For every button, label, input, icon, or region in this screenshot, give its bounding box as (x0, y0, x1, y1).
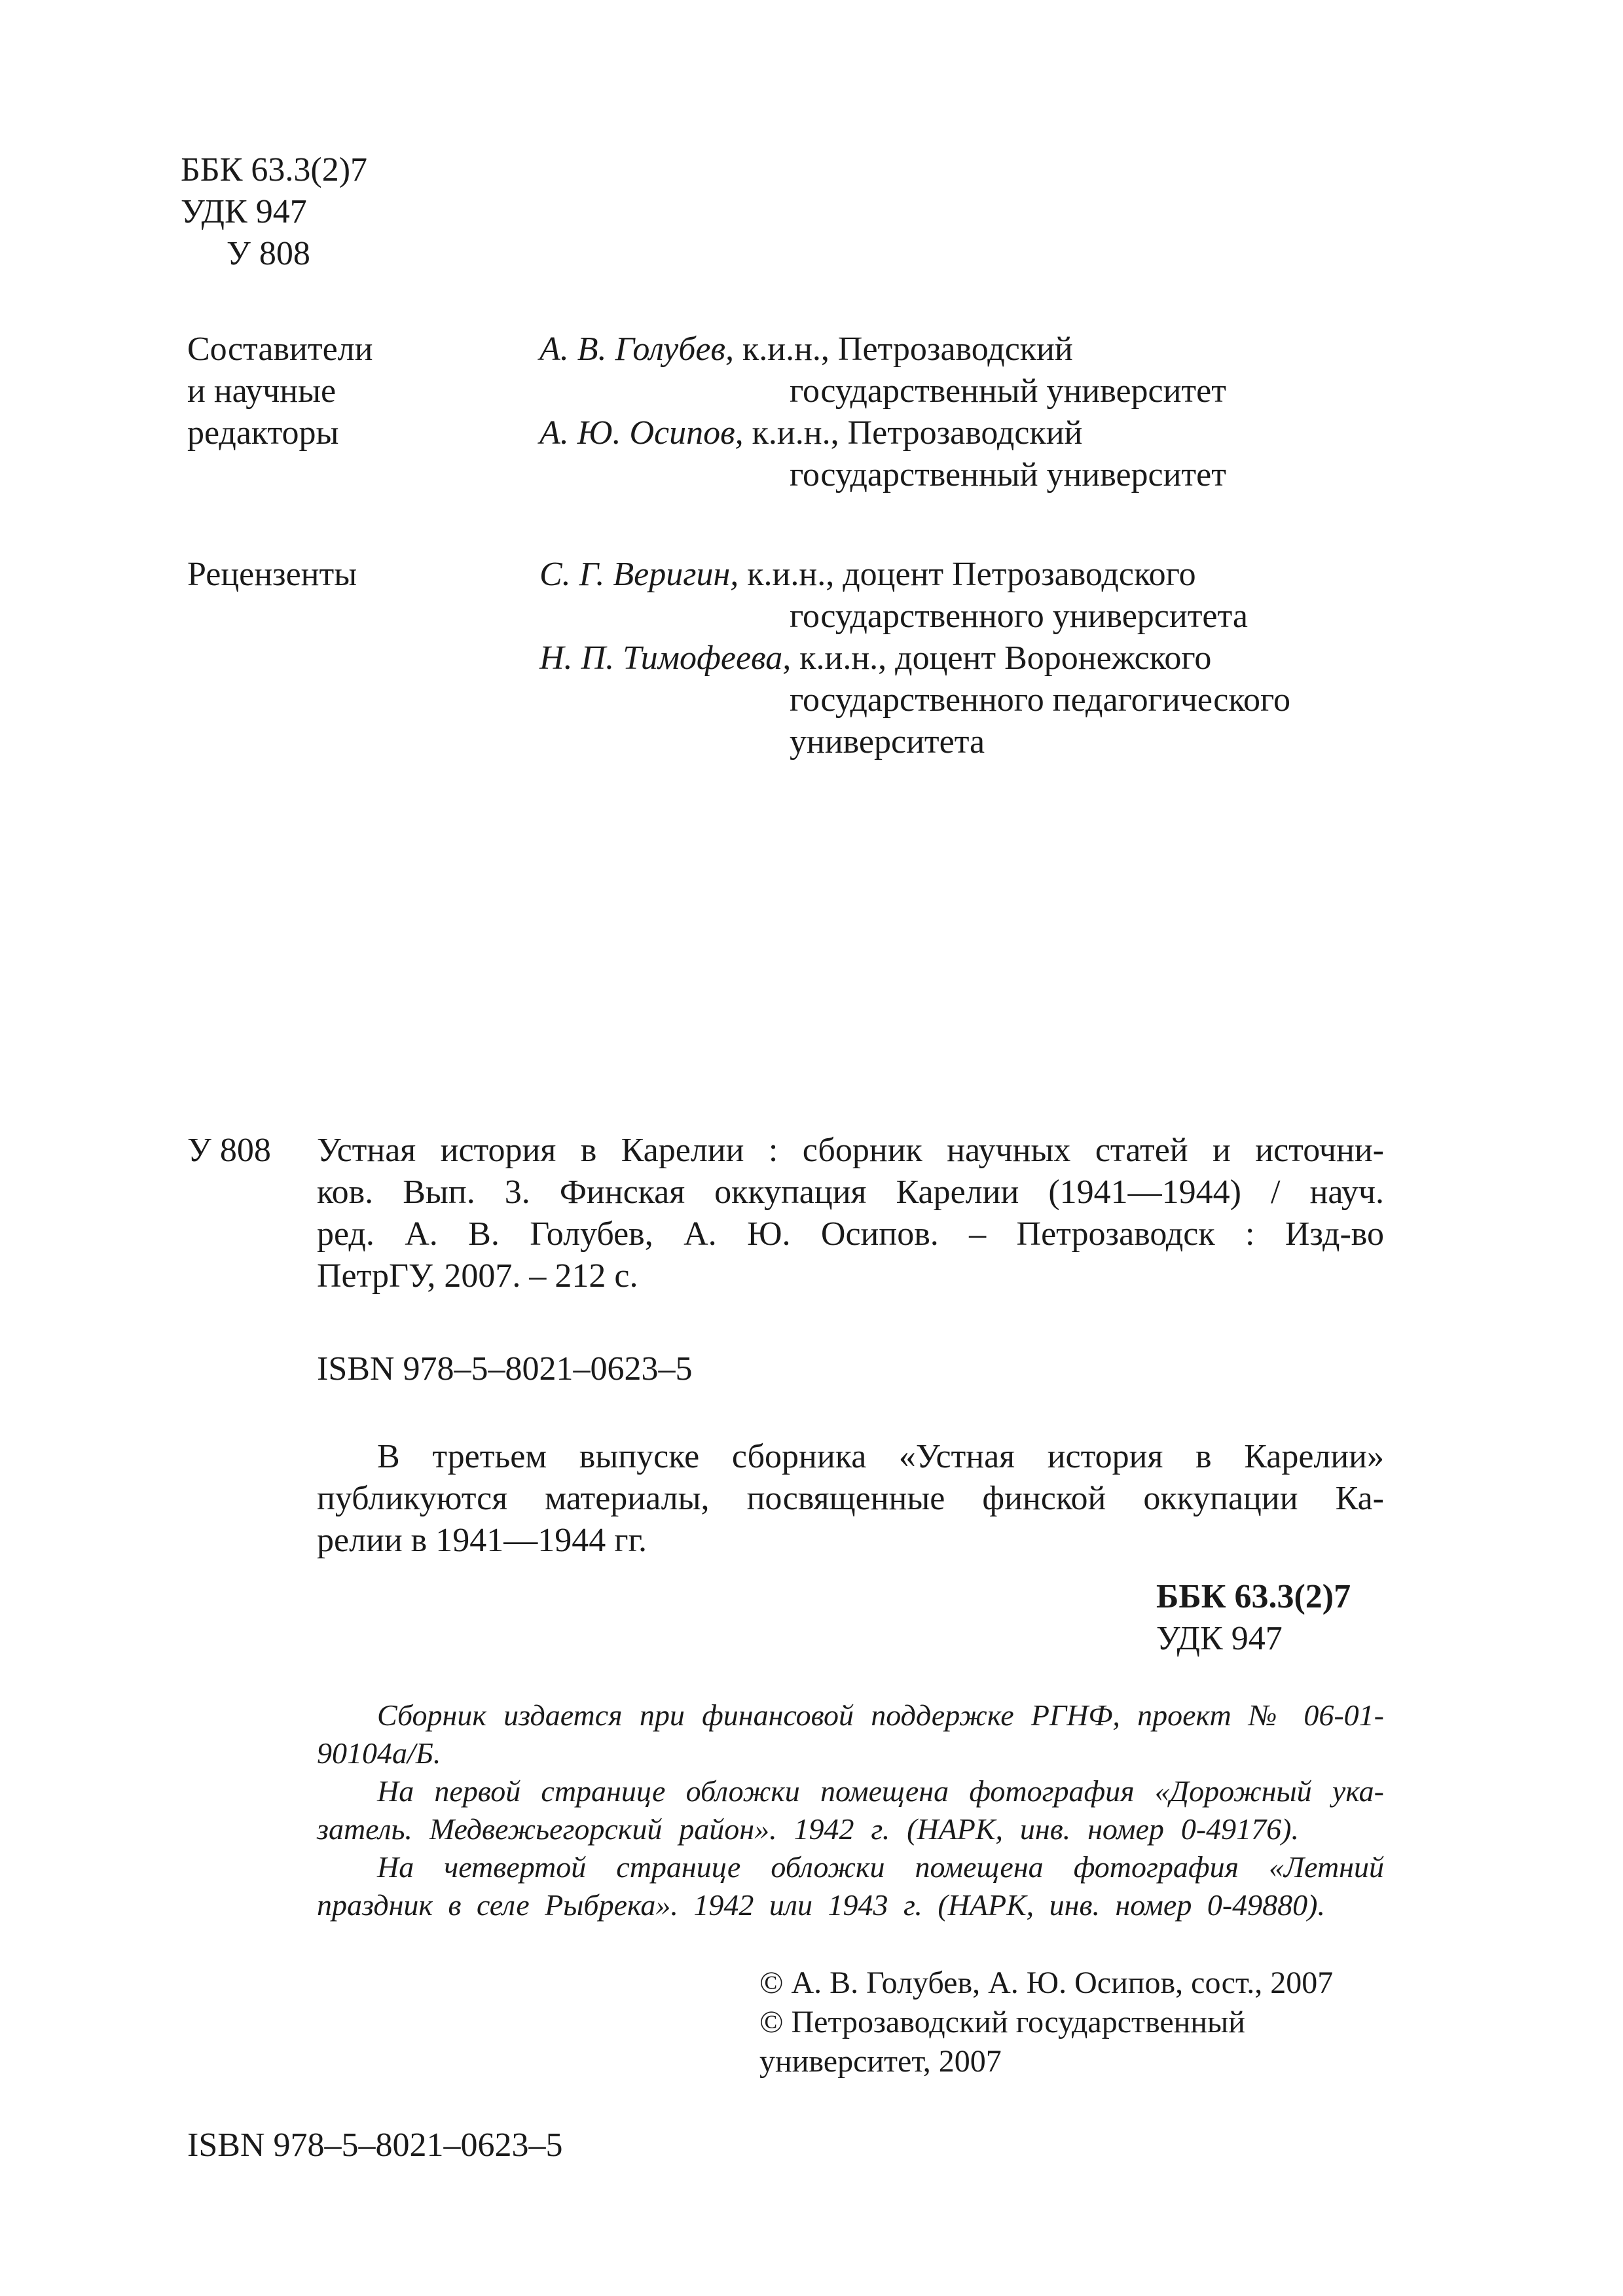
author-sign: У 808 (227, 235, 310, 272)
note-line-2: 90104а/Б. (317, 1736, 441, 1770)
reviewer-2-affiliation-2: университета (790, 723, 985, 761)
reviewer-1-affiliation: государственного университета (790, 598, 1248, 635)
note-line-4: затель. Медвежьегорский район». 1942 г. (НАРК, инв. номер 0-49176). (317, 1812, 1299, 1846)
udk-code: УДК 947 (181, 193, 307, 230)
compiler-2-affiliation: государственный университет (790, 456, 1226, 493)
record-line-4: ПетрГУ, 2007. – 212 с. (317, 1257, 638, 1295)
compilers-label-1: Составители (187, 331, 373, 368)
compilers-label-3: редакторы (187, 414, 339, 452)
compiler-2 (539, 412, 1082, 454)
compiler-1-affiliation: государственный университет (790, 372, 1226, 410)
reviewer-2-title: к.и.н., доцент Воронежского (791, 639, 1212, 677)
record-line-1: Устная история в Карелии : сборник научных статей и источни- (317, 1132, 1384, 1169)
annotation-line-2: публикуются материалы, посвященные финской оккупации Ка- (317, 1480, 1384, 1517)
reviewer-2-affiliation-1: государственного педагогического (790, 681, 1291, 719)
copyright-line-2: © Петрозаводский государственный (759, 2005, 1245, 2039)
annotation-line-1: В третьем выпуске сборника «Устная история в Карелии» (377, 1438, 1384, 1475)
note-line-3: На первой странице обложки помещена фотография «Дорожный ука- (377, 1774, 1384, 1808)
record-line-3: ред. А. В. Голубев, А. Ю. Осипов. – Петрозаводск : Изд-во (317, 1215, 1384, 1253)
footer-isbn: ISBN 978–5–8021–0623–5 (187, 2126, 563, 2164)
compiler-2-name: А. Ю. Осипов, (539, 414, 744, 452)
compiler-1 (539, 329, 1073, 370)
note-line-5: На четвертой странице обложки помещена фотография «Летний (377, 1850, 1384, 1884)
reviewer-1-name: С. Г. Веригин, (539, 556, 739, 593)
record-udk: УДК 947 (1156, 1620, 1283, 1657)
reviewer-1-title: к.и.н., доцент Петрозаводского (739, 556, 1196, 593)
reviewer-2 (539, 637, 1211, 679)
note-line-1: Сборник издается при финансовой поддержке РГНФ, проект № 06-01- (377, 1698, 1384, 1732)
compiler-1-title: к.и.н., Петрозаводский (734, 331, 1073, 368)
record-isbn: ISBN 978–5–8021–0623–5 (317, 1350, 693, 1388)
reviewer-2-name: Н. П. Тимофеева, (539, 639, 792, 677)
record-line-2: ков. Вып. 3. Финская оккупация Карелии (1941—1944) / науч. (317, 1174, 1384, 1211)
compiler-1-name: А. В. Голубев, (539, 331, 734, 368)
copyright-line-1: © А. В. Голубев, А. Ю. Осипов, сост., 2007 (759, 1965, 1334, 2000)
compiler-2-title: к.и.н., Петрозаводский (743, 414, 1083, 452)
copyright-line-3: университет, 2007 (759, 2044, 1002, 2079)
bbk-code: ББК 63.3(2)7 (181, 151, 368, 188)
annotation-line-3: релии в 1941—1944 гг. (317, 1522, 647, 1559)
record-bbk: ББК 63.3(2)7 (1156, 1578, 1351, 1615)
compilers-label-2: и научные (187, 372, 337, 410)
reviewers-label: Рецензенты (187, 556, 357, 593)
note-line-6: праздник в селе Рыбрека». 1942 или 1943 г. (НАРК, инв. номер 0-49880). (317, 1888, 1325, 1922)
reviewer-1 (539, 554, 1196, 596)
record-sign: У 808 (187, 1132, 271, 1169)
